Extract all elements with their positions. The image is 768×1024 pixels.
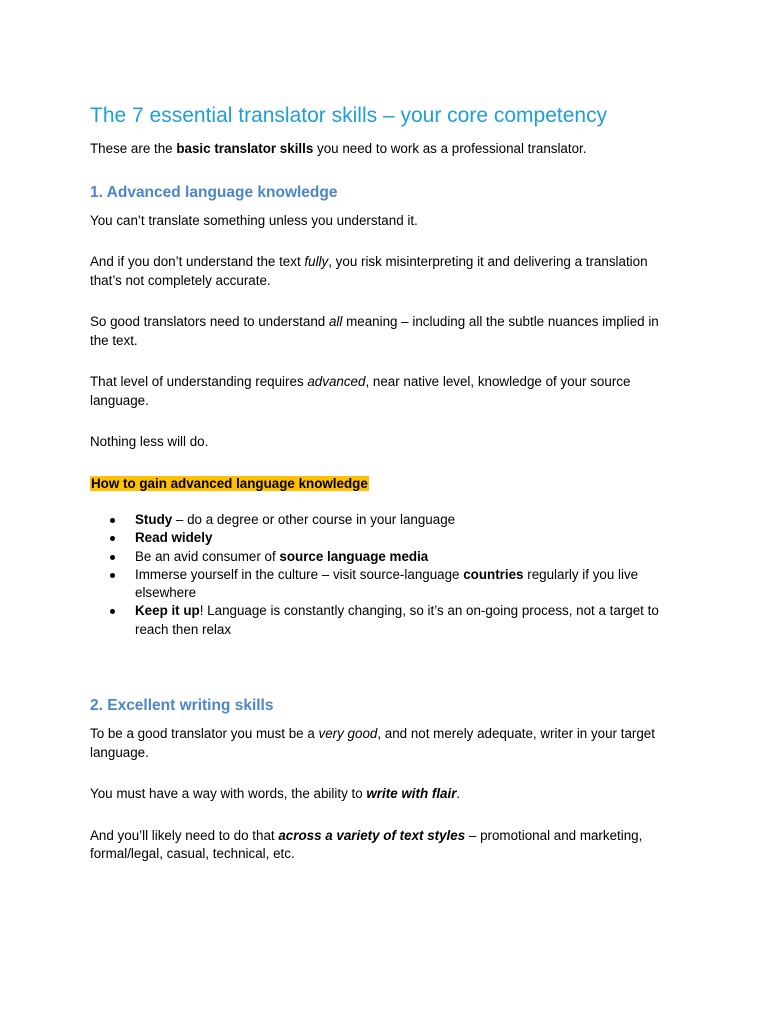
s2p3-post: – promotional and marketing, formal/legal, casual, technical, etc. bbox=[90, 827, 643, 862]
section1-paragraph-1: You can’t translate something unless you understand it. bbox=[90, 212, 418, 228]
s2p2-pre: You must have a way with words, the ability to bbox=[90, 786, 367, 802]
p3-post: meaning – including all the subtle nuances implied in the text. bbox=[90, 314, 659, 348]
list-item bbox=[90, 566, 678, 603]
section2-heading: 2. Excellent writing skills bbox=[90, 697, 274, 715]
intro-pre: These are the bbox=[90, 141, 177, 156]
list-item bbox=[90, 602, 678, 639]
bullet-icon bbox=[110, 555, 115, 560]
bullet-text: ! Language is constantly changing, so it’s an on-going process, not a target to reach then relax bbox=[135, 603, 659, 637]
intro-bold: basic translator skills bbox=[176, 141, 314, 156]
section1-paragraph-4 bbox=[90, 373, 678, 410]
p2-em: fully bbox=[304, 254, 329, 269]
highlight-line bbox=[90, 475, 678, 494]
highlighted-subheading: How to gain advanced language knowledge bbox=[91, 475, 368, 491]
intro-paragraph bbox=[90, 140, 678, 159]
bullet-bold: countries bbox=[463, 566, 524, 582]
tips-list bbox=[90, 511, 678, 639]
section1-heading: 1. Advanced language knowledge bbox=[90, 183, 338, 201]
intro-post: you need to work as a professional translator. bbox=[313, 141, 587, 156]
section1-paragraph-5: Nothing less will do. bbox=[90, 434, 209, 449]
section2-paragraph-3 bbox=[90, 827, 678, 864]
bullet-bold: source language media bbox=[279, 548, 429, 564]
bullet-text: regularly if you live elsewhere bbox=[135, 566, 639, 601]
p4-em: advanced bbox=[307, 374, 366, 389]
bullet-icon bbox=[110, 518, 115, 523]
bullet-text: Immerse yourself in the culture – visit source-language bbox=[135, 566, 464, 582]
p4-post: , near native level, knowledge of your source language. bbox=[90, 374, 631, 408]
bullet-icon bbox=[110, 536, 115, 541]
list-item bbox=[90, 511, 678, 529]
s2p3-pre: And you’ll likely need to do that bbox=[90, 827, 279, 843]
bullet-icon bbox=[110, 573, 115, 578]
s2p1-post: , and not merely adequate, writer in your target language. bbox=[90, 726, 655, 760]
bullet-bold: Study bbox=[135, 512, 173, 527]
s2p2-post: . bbox=[456, 786, 461, 802]
p4-pre: That level of understanding requires bbox=[90, 374, 308, 389]
p3-pre: So good translators need to understand bbox=[90, 314, 329, 329]
s2p1-pre: To be a good translator you must be a bbox=[90, 726, 319, 742]
s2p2-strong: write with flair bbox=[366, 786, 457, 802]
list-item bbox=[90, 529, 678, 547]
bullet-text: – do a degree or other course in your language bbox=[172, 512, 456, 527]
bullet-icon bbox=[110, 609, 115, 614]
p2-post: , you risk misinterpreting it and delivering a translation that’s not completely accurate. bbox=[90, 254, 648, 288]
s2p3-strong: across a variety of text styles bbox=[278, 827, 466, 843]
page-title: The 7 essential translator skills – your core competency bbox=[90, 104, 608, 127]
section2-paragraph-1 bbox=[90, 725, 678, 762]
section1-paragraph-3 bbox=[90, 313, 678, 350]
bullet-bold: Read widely bbox=[135, 530, 213, 546]
section1-paragraph-2 bbox=[90, 253, 678, 290]
section2-paragraph-2 bbox=[90, 785, 678, 804]
p2-pre: And if you don’t understand the text bbox=[90, 254, 305, 269]
p3-em: all bbox=[328, 314, 343, 329]
bullet-text: Be an avid consumer of bbox=[135, 548, 280, 564]
bullet-bold: Keep it up bbox=[135, 603, 200, 619]
list-item bbox=[90, 548, 678, 566]
s2p1-em: very good bbox=[318, 726, 378, 742]
